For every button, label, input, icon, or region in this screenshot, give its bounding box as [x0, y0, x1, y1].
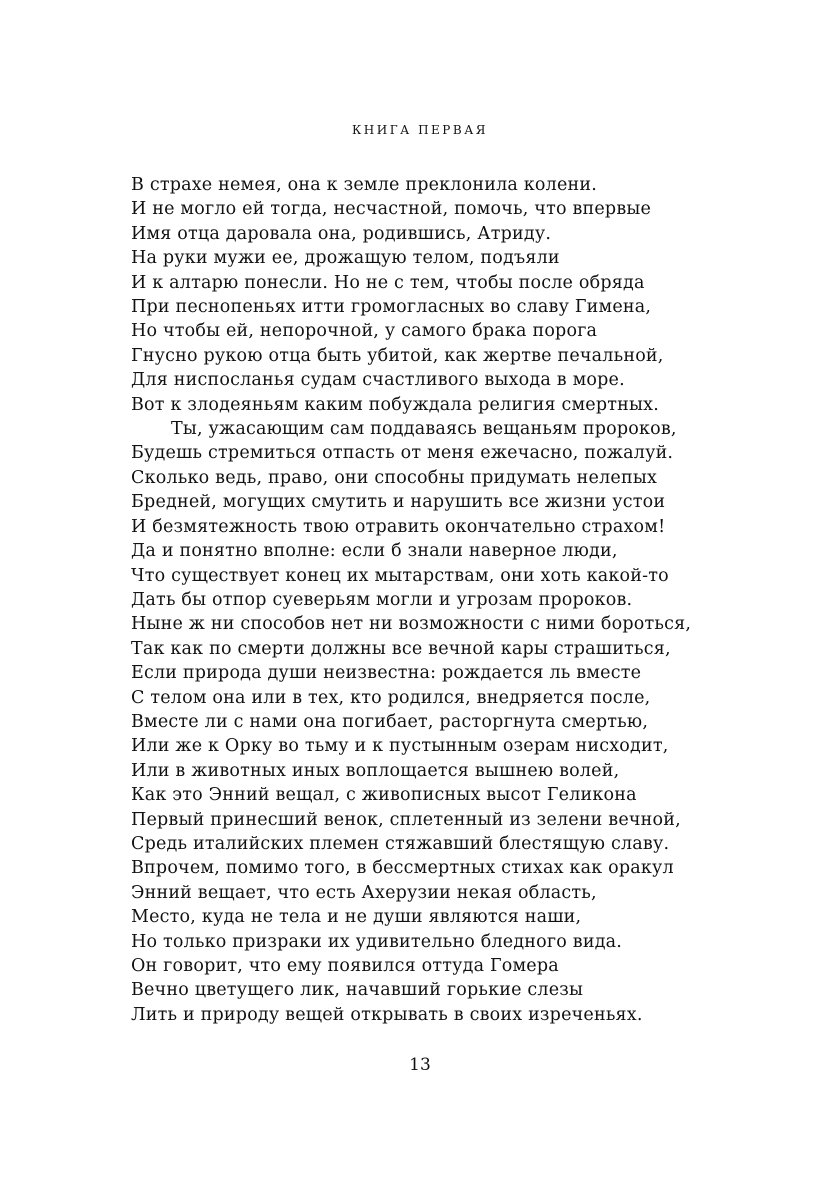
verse-line: Или в животных иных воплощается вышнею волей,	[131, 760, 620, 781]
verse-line: Сколько ведь, право, они способны придумать нелепых	[131, 467, 658, 488]
verse-line: Средь италийских племен стяжавший блестящую славу.	[131, 833, 670, 854]
running-head: КНИГА ПЕРВАЯ	[352, 123, 488, 137]
verse-line: Да и понятно вполне: если б знали наверное люди,	[131, 541, 618, 562]
verse-line: В страхе немея, она к земле преклонила колени.	[131, 175, 598, 195]
verse-line: Ныне ж ни способов нет ни возможности с ними бороться,	[131, 614, 692, 635]
verse-line: Первый принесший венок, сплетенный из зелени вечной,	[131, 809, 681, 830]
verse-line: Бредней, могущих смутить и нарушить все жизни устои	[131, 492, 666, 513]
verse-line: С телом она или в тех, кто родился, внедряется после,	[131, 687, 651, 708]
verse-line: Вместе ли с нами она погибает, расторгнута смертью,	[131, 711, 649, 732]
verse-line: Вечно цветущего лик, начавший горькие слезы	[131, 980, 584, 1001]
verse-line: Как это Энний вещал, с живописных высот Геликона	[131, 785, 637, 806]
verse-line: На руки мужи ее, дрожащую телом, подъяли	[131, 248, 560, 269]
verse-line: Но только призраки их удивительно бледного вида.	[131, 931, 623, 952]
verse-line: Если природа души неизвестна: рождается ль вместе	[131, 663, 642, 684]
verse-line: Впрочем, помимо того, в бессмертных стихах как оракул	[131, 858, 674, 879]
stanza-2	[131, 417, 691, 1027]
stanza-1	[131, 173, 691, 417]
verse-line: Что существует конец их мытарствам, они хоть какой-то	[131, 565, 669, 586]
verse-line: Лить и природу вещей открывать в своих изреченьях.	[131, 1004, 643, 1025]
verse-line: Или же к Орку во тьму и к пустынным озерам нисходит,	[131, 736, 669, 757]
verse-line: И к алтарю понесли. Но не с тем, чтобы после обряда	[131, 272, 645, 293]
verse-line: Место, куда не тела и не души являются наши,	[131, 907, 582, 928]
verse-line: Дать бы отпор суеверьям могли и угрозам пророков.	[131, 589, 633, 610]
verse-line: Он говорит, что ему появился оттуда Гомера	[131, 956, 559, 976]
verse-line: Гнусно рукою отца быть убитой, как жертве печальной,	[131, 345, 664, 366]
verse-line: Так как по смерти должны все вечной кары страшиться,	[131, 638, 671, 659]
verse-line: Для ниспосланья судам счастливого выхода в море.	[131, 370, 625, 391]
verse-line: Имя отца даровала она, родившись, Атриду.	[131, 223, 552, 244]
verse-line: Но чтобы ей, непорочной, у самого брака порога	[131, 321, 598, 342]
page-number: 13	[409, 1055, 431, 1075]
verse-line: При песнопеньях итти громогласных во славу Гимена,	[131, 297, 652, 318]
verse-line: Будешь стремиться отпасть от меня ежечасно, пожалуй.	[131, 443, 674, 464]
verse-line: И не могло ей тогда, несчастной, помочь, что впервые	[131, 199, 652, 220]
poem-body	[131, 173, 691, 1027]
verse-line: И безмятежность твою отравить окончательно страхом!	[131, 516, 666, 537]
verse-line: Вот к злодеяньям каким побуждала религия смертных.	[131, 394, 659, 415]
verse-line: Ты, ужасающим сам поддаваясь вещаньям пророков,	[171, 419, 677, 440]
verse-line: Энний вещает, что есть Ахерузии некая область,	[131, 882, 597, 903]
